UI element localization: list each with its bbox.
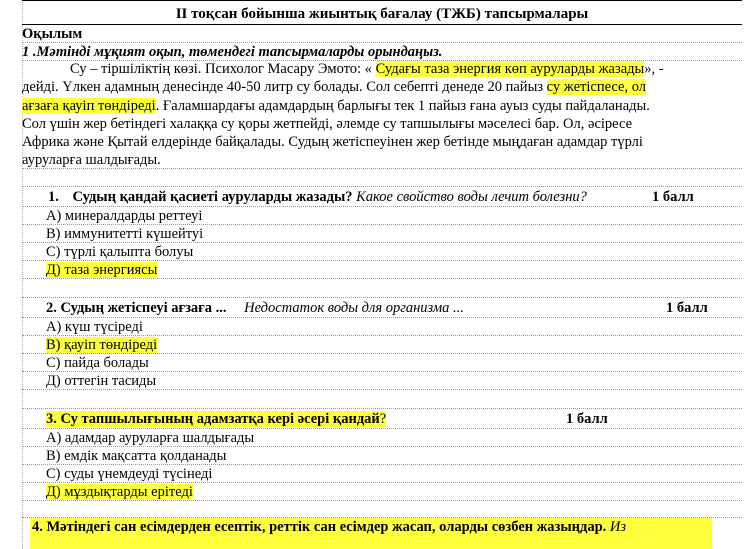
passage-highlight: су жетіспесе, ол	[546, 79, 647, 96]
question-4-highlight	[30, 518, 712, 549]
document-page	[22, 0, 742, 549]
q2-option-a[interactable]: А) күш түсіреді	[22, 318, 742, 336]
question-4-text: 4. Мәтіндегі сан есімдерден есептік, реттік сан есімдер жасап, оларды сөзбен жазыңдар.	[32, 519, 607, 535]
passage-line-6: ауруларға шалдығады.	[22, 152, 161, 169]
question-1-number: 1.	[48, 189, 59, 205]
q1-option-a[interactable]: А) минералдарды реттеуі	[22, 207, 742, 225]
q1-option-d[interactable]	[22, 261, 742, 279]
question-2	[22, 299, 742, 318]
passage-line-4: Сол үшін жер бетіндегі халаққа су қоры жетпейді, әлемде су тапшылығы мәселесі бар. Ол, әсіресе	[22, 115, 633, 132]
top-border	[22, 0, 742, 1]
correct-answer-highlight: Д) мұздықтарды ерітеді	[46, 484, 193, 500]
q3-option-d[interactable]	[22, 483, 742, 501]
question-3-text: 3. Су тапшылығының адамзатқа кері әсері қандай	[46, 411, 380, 427]
question-1-score: 1 балл	[652, 189, 694, 205]
separator	[22, 168, 742, 169]
question-3-score: 1 балл	[566, 411, 608, 427]
question-4-tail: Из	[609, 519, 627, 535]
q3-option-a[interactable]: А) адамдар ауруларға шалдығады	[22, 429, 742, 447]
task-instruction: 1 .Мәтінді мұқият оқып, төмендегі тапсырмаларды орындаңыз.	[22, 43, 742, 61]
page-title: II тоқсан бойынша жиынтық бағалау (ТЖБ) тапсырмалары	[22, 4, 742, 25]
q1-option-b[interactable]: В) иммунитетті күшейтуі	[22, 225, 742, 243]
reading-passage	[22, 60, 744, 170]
section-label: Оқылым	[22, 25, 742, 43]
correct-answer-highlight: Д) таза энергиясы	[46, 262, 158, 278]
question-2-text: 2. Судың жетіспеуі ағзаға ...	[46, 300, 227, 316]
question-2-score: 1 балл	[666, 300, 708, 316]
question-1-text: Судың қандай қасиеті ауруларды жазады?	[72, 189, 353, 205]
passage-highlight: Судағы таза энергия көп ауруларды жазады	[375, 61, 645, 77]
correct-answer-highlight: В) қауіп төндіреді	[46, 337, 158, 353]
question-3-qmark: ?	[379, 411, 387, 427]
passage-line-1: Су – тіршіліктің көзі. Психолог Масару Эмото: « Судағы таза энергия көп ауруларды жазады», -	[70, 61, 664, 77]
passage-highlight: ағзаға қауіп төндіреді	[22, 97, 156, 114]
question-2-translation: Недостаток воды для организма ...	[244, 300, 464, 316]
blank-row	[22, 502, 742, 518]
question-1	[22, 188, 742, 207]
q3-option-c[interactable]: С) суды үнемдеуді түсінеді	[22, 465, 742, 483]
q1-option-c[interactable]: С) түрлі қалыпта болуы	[22, 243, 742, 261]
blank-row	[22, 170, 742, 187]
q3-option-b[interactable]: В) емдік мақсатта қолданады	[22, 447, 742, 465]
question-1-translation: Какое свойство воды лечит болезни?	[356, 189, 587, 205]
q2-option-d[interactable]: Д) оттегін тасиды	[22, 372, 742, 390]
passage-line-2: дейді. Үлкен адамның денесінде 40-50 литр су болады. Сол себепті денеде 20 пайыз су жетіспесе, ол	[22, 79, 647, 96]
blank-row	[22, 280, 742, 298]
question-4	[22, 518, 742, 549]
passage-line-5: Африка және Қытай елдерінде байқалады. Судың жетіспеуінен жер бетінде мыңдаған адамдар түрлі	[22, 134, 643, 151]
question-3	[22, 410, 742, 429]
q2-option-b[interactable]	[22, 336, 742, 354]
blank-row	[22, 391, 742, 409]
passage-line-3: ағзаға қауіп төндіреді. Ғаламшардағы адамдардың барлығы тек 1 пайыз ғана ауыз суды пайдаланады.	[22, 97, 650, 114]
q2-option-c[interactable]: С) пайда болады	[22, 354, 742, 372]
